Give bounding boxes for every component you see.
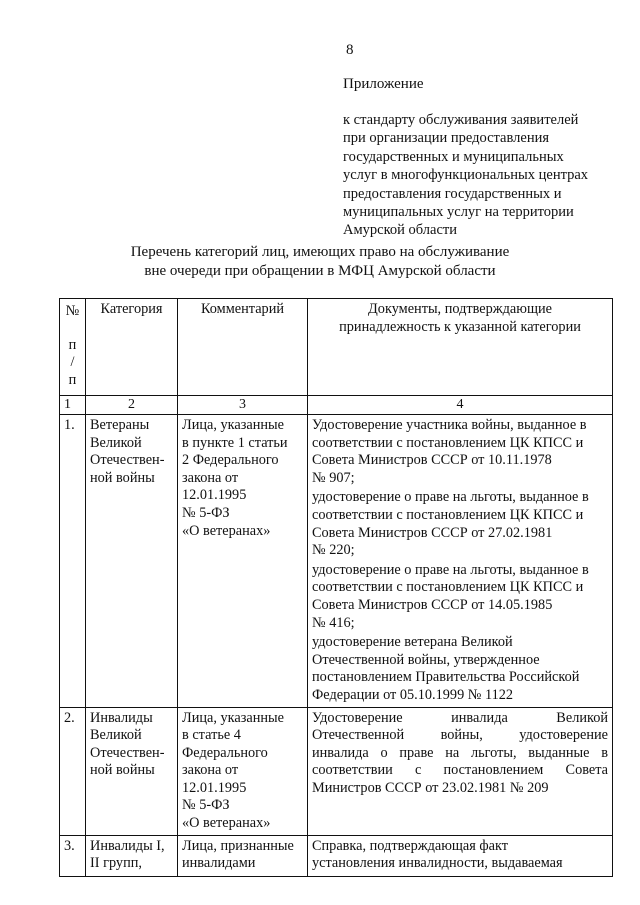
- column-number: 3: [178, 396, 308, 415]
- table-row: [60, 835, 613, 876]
- document-item: Удостоверение инвалида Великой Отечественной войны, удостоверение инвалида о праве на льготы, выданные в соответствии с постановлением Совета Министров СССР от 23.02.1981 № 209: [312, 709, 608, 796]
- row-documents: [308, 415, 613, 708]
- table-row: [60, 707, 613, 835]
- appendix-line: к стандарту обслуживания заявителей: [343, 112, 579, 128]
- table-header-row: [60, 299, 613, 396]
- appendix-line: государственных и муниципальных: [343, 148, 564, 165]
- table-row: [60, 415, 613, 708]
- appendix-line: услуг в многофункциональных центрах: [343, 167, 589, 184]
- document-item: удостоверение о праве на льготы, выданное в соответствии с постановлением ЦК КПСС и Совета Министров СССР от 14.05.1985 № 416;: [312, 561, 589, 631]
- list-title-line: вне очереди при обращении в МФЦ Амурской области: [144, 262, 496, 279]
- categories-table: [59, 298, 613, 877]
- appendix-line: Амурской области: [343, 222, 457, 239]
- header-num: № п / п: [60, 299, 86, 396]
- list-title: [0, 243, 640, 280]
- row-comment: Лица, указанные в статье 4 Федерального закона от 12.01.1995 № 5-ФЗ «О ветеранах»: [178, 707, 308, 835]
- row-documents: [308, 707, 613, 835]
- column-number-row: [60, 396, 613, 415]
- header-comment: Комментарий: [178, 299, 308, 396]
- row-category: Инвалиды I, II групп,: [86, 835, 178, 876]
- document-item: удостоверение о праве на льготы, выданное в соответствии с постановлением ЦК КПСС и Совета Министров СССР от 27.02.1981 № 220;: [312, 489, 589, 559]
- column-number: 4: [308, 396, 613, 415]
- appendix-line: при организации предоставления: [343, 130, 550, 147]
- row-comment: Лица, признанные инвалидами: [178, 835, 308, 876]
- row-category: Ветераны Великой Отечествен- ной войны: [86, 415, 178, 708]
- row-documents: [308, 835, 613, 876]
- row-comment: Лица, указанные в пункте 1 статьи 2 Федерального закона от 12.01.1995 № 5-ФЗ «О ветеранах»: [178, 415, 308, 708]
- row-number: 2.: [60, 707, 86, 835]
- appendix-title: Приложение: [343, 76, 424, 92]
- column-number: 2: [86, 396, 178, 415]
- appendix-text: [343, 111, 623, 240]
- header-category: Категория: [86, 299, 178, 396]
- appendix-line: предоставления государственных и: [343, 185, 562, 202]
- row-category: Инвалиды Великой Отечествен- ной войны: [86, 707, 178, 835]
- row-number: 1.: [60, 415, 86, 708]
- row-number: 3.: [60, 835, 86, 876]
- appendix-line: муниципальных услуг на территории: [343, 204, 574, 221]
- page-number: 8: [346, 42, 354, 58]
- column-number: 1: [60, 396, 86, 415]
- header-documents: Документы, подтверждающие принадлежность к указанной категории: [308, 299, 613, 396]
- list-title-line: Перечень категорий лиц, имеющих право на обслуживание: [130, 244, 510, 260]
- document-item: удостоверение ветерана Великой Отечественной войны, утвержденное постановлением Правительства Российской Федерации от 05.10.1999 № 1122: [312, 634, 580, 703]
- document-item: Справка, подтверждающая факт установления инвалидности, выдаваемая: [312, 837, 563, 872]
- document-item: Удостоверение участника войны, выданное в соответствии с постановлением ЦК КПСС и Совета Министров СССР от 10.11.1978 № 907;: [312, 417, 587, 486]
